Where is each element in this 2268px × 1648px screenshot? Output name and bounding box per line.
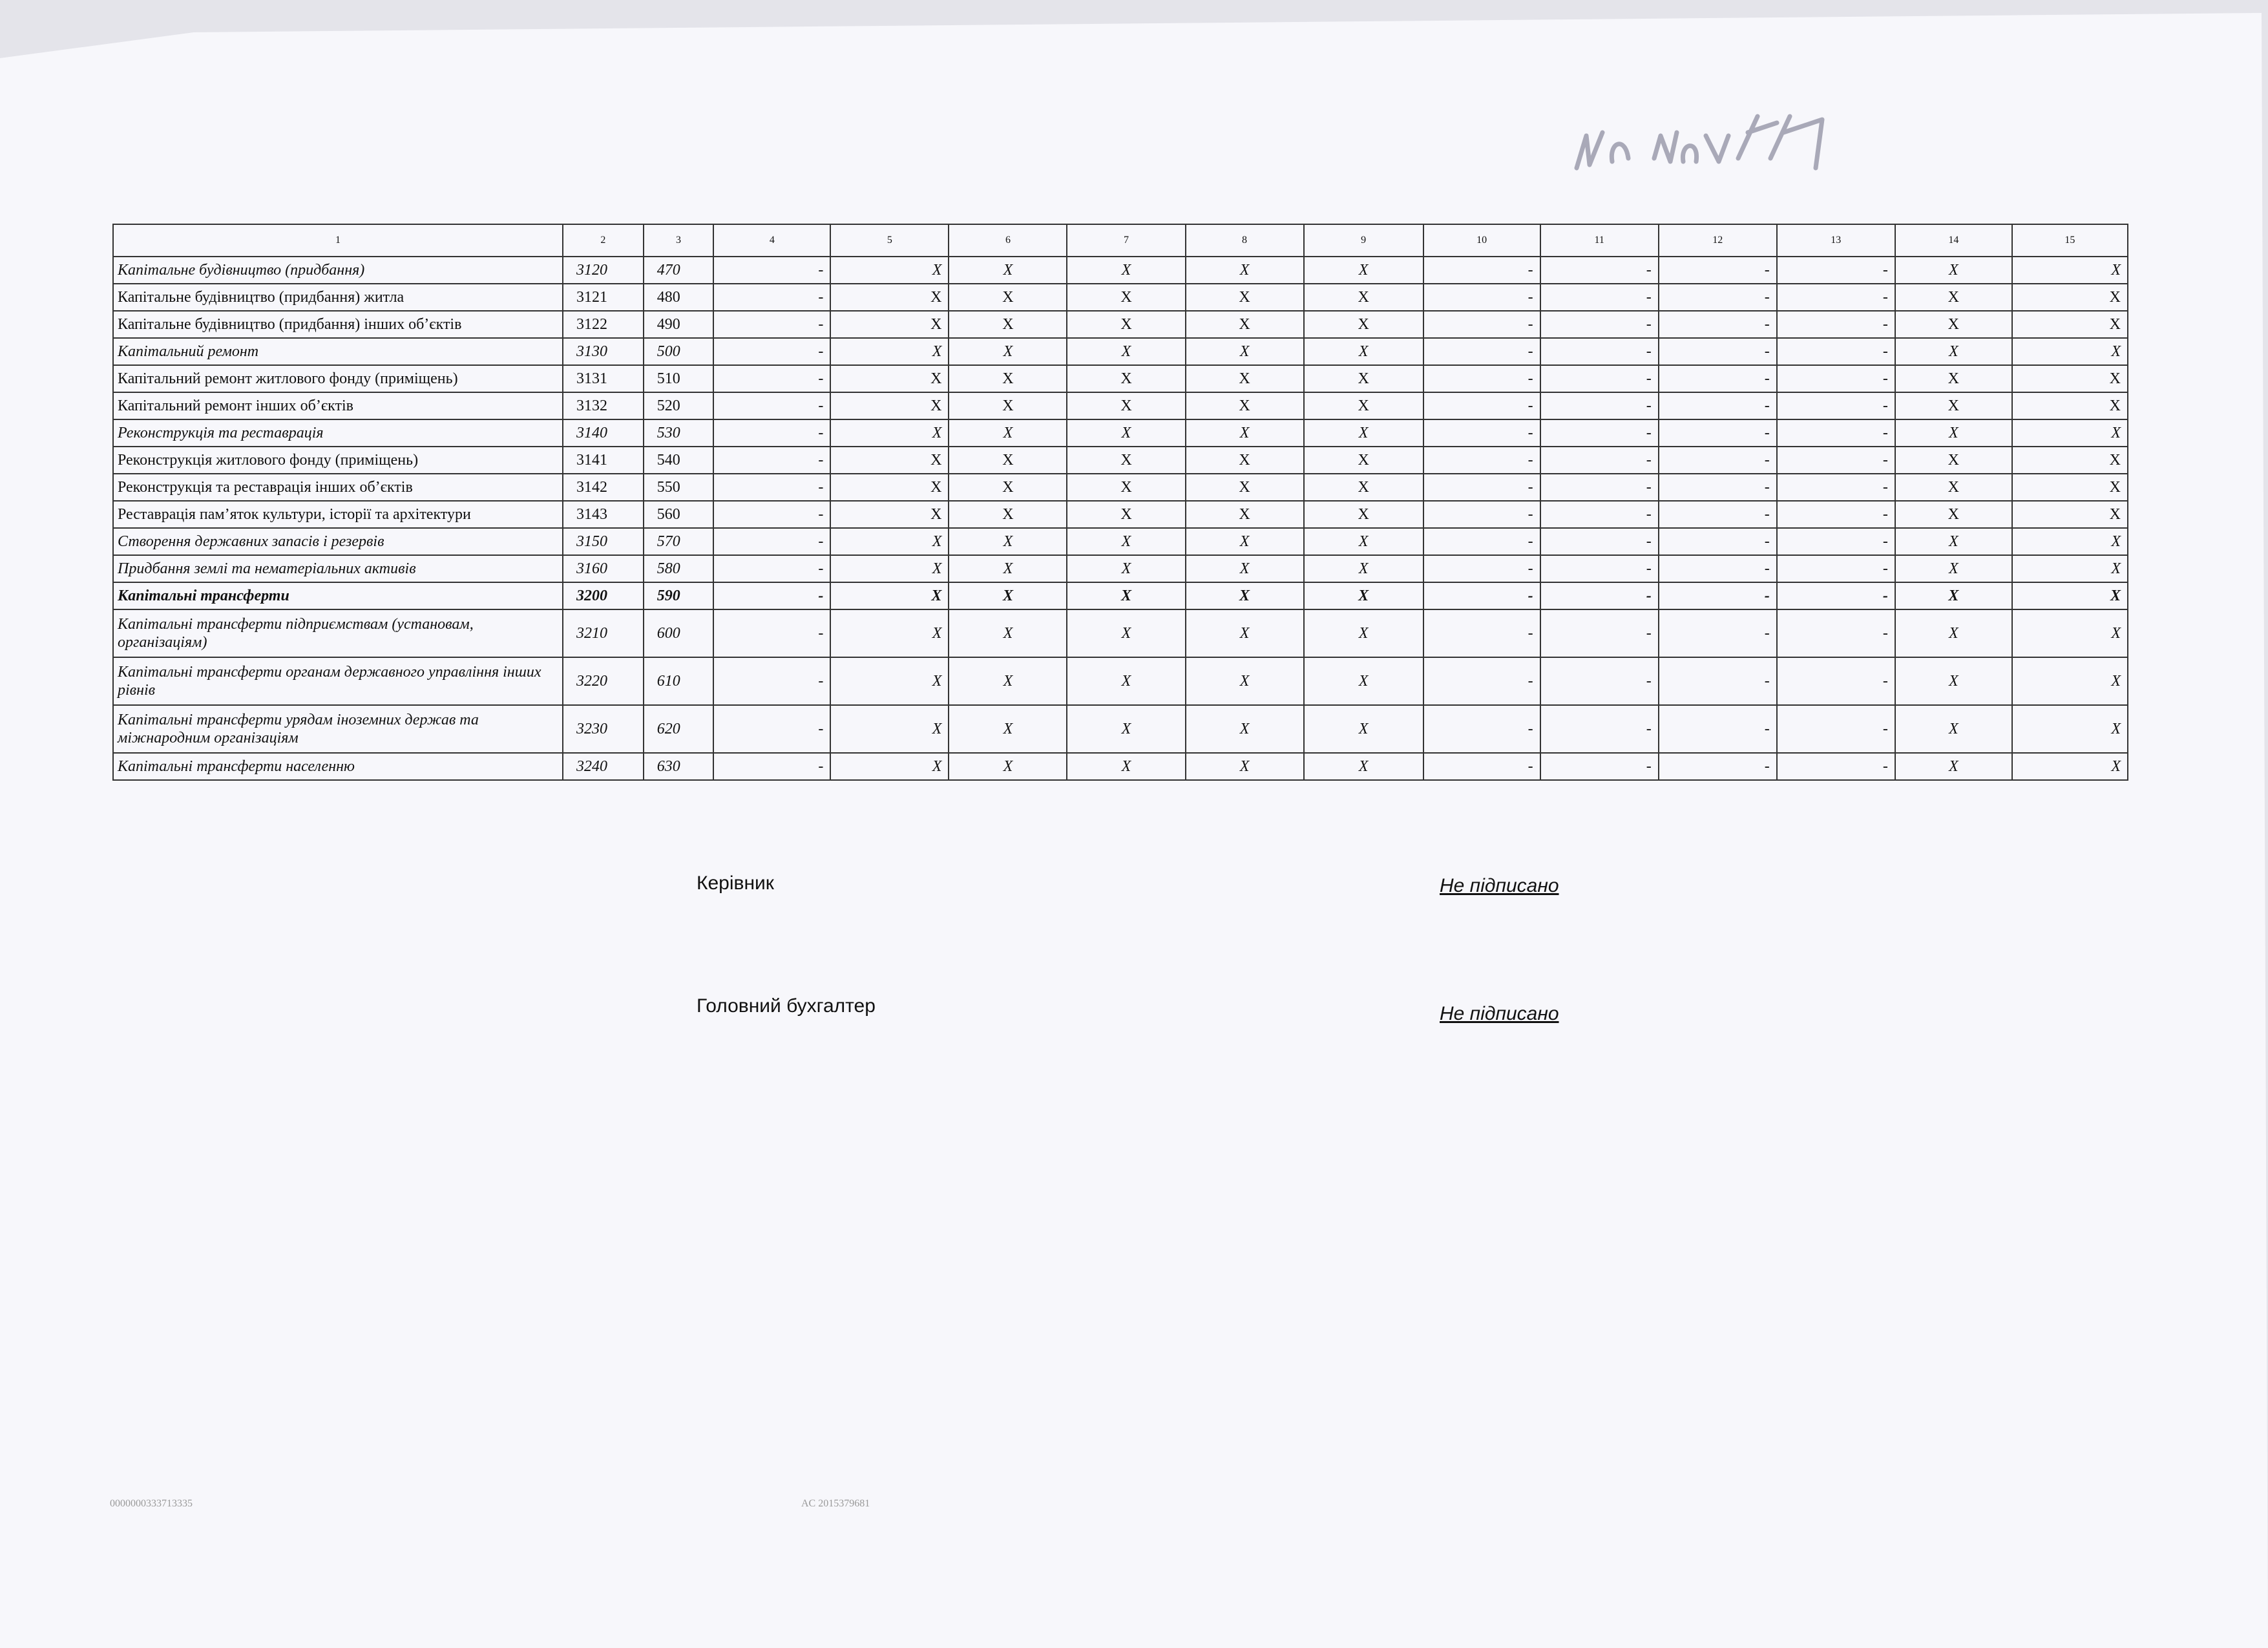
column-number-header: 4 [713,224,830,257]
table-cell: Х [1304,582,1423,609]
table-row [113,474,2128,501]
table-cell: - [1659,365,1777,392]
table-cell: Х [1895,705,2012,753]
table-cell: Х [1304,284,1423,311]
row-line-code: 590 [644,582,714,609]
row-line-code: 600 [644,609,714,657]
row-kekv-code: 3220 [563,657,644,705]
table-cell: Х [1304,555,1423,582]
table-cell: - [1423,474,1540,501]
table-cell: Х [830,392,949,419]
row-indicator-name: Капітальні трансферти органам державного управління інших рівнів [113,657,563,705]
table-cell: - [1777,447,1895,474]
head-signature-status: Не підписано [1440,875,1559,896]
table-cell: Х [1895,284,2012,311]
row-line-code: 580 [644,555,714,582]
table-cell: - [1423,528,1540,555]
row-kekv-code: 3120 [563,257,644,284]
table-cell: - [1777,257,1895,284]
table-cell: Х [2012,657,2128,705]
table-cell: Х [1067,257,1185,284]
table-cell: - [1777,657,1895,705]
table-cell: Х [2012,257,2128,284]
table-cell: Х [949,501,1067,528]
column-number-header: 5 [830,224,949,257]
table-cell: Х [1186,338,1304,365]
row-line-code: 560 [644,501,714,528]
row-kekv-code: 3121 [563,284,644,311]
table-cell: Х [1067,284,1185,311]
table-cell: Х [1895,609,2012,657]
table-cell: Х [1067,609,1185,657]
row-indicator-name: Капітальні трансферти урядам іноземних держав та міжнародним організаціям [113,705,563,753]
table-cell: - [1659,609,1777,657]
table-cell: - [713,392,830,419]
table-cell: - [713,447,830,474]
column-number-header: 11 [1540,224,1659,257]
row-kekv-code: 3230 [563,705,644,753]
table-cell: - [1659,284,1777,311]
table-cell: Х [2012,609,2128,657]
row-line-code: 540 [644,447,714,474]
table-cell: Х [830,705,949,753]
table-cell: - [713,501,830,528]
row-kekv-code: 3240 [563,753,644,780]
table-cell: Х [2012,284,2128,311]
table-cell: - [713,338,830,365]
table-cell: Х [830,609,949,657]
row-kekv-code: 3210 [563,609,644,657]
table-cell: Х [1067,338,1185,365]
table-cell: Х [1895,501,2012,528]
table-cell: - [1423,582,1540,609]
table-cell: - [1540,419,1659,447]
table-cell: - [1777,419,1895,447]
table-cell: - [1777,338,1895,365]
table-cell: Х [2012,311,2128,338]
table-cell: - [1540,582,1659,609]
table-cell: Х [1067,474,1185,501]
table-row [113,284,2128,311]
table-cell: Х [1067,753,1185,780]
row-indicator-name: Реконструкція житлового фонду (приміщень) [113,447,563,474]
row-indicator-name: Капітальний ремонт інших об’єктів [113,392,563,419]
table-cell: Х [1186,365,1304,392]
table-cell: Х [1895,474,2012,501]
table-row [113,528,2128,555]
table-cell: - [1777,582,1895,609]
column-number-header: 7 [1067,224,1185,257]
footer-left-code: 0000000333713335 [110,1498,193,1509]
table-row [113,392,2128,419]
table-cell: - [713,555,830,582]
table-cell: - [1659,447,1777,474]
footer-center-code: AC 2015379681 [801,1498,870,1509]
table-cell: Х [949,582,1067,609]
table-cell: Х [830,447,949,474]
table-cell: - [1423,284,1540,311]
table-cell: Х [2012,474,2128,501]
accountant-signature-label: Головний бухгалтер [697,995,876,1017]
column-number-header: 15 [2012,224,2128,257]
table-cell: Х [830,338,949,365]
table-cell: - [1423,419,1540,447]
table-cell: - [1423,338,1540,365]
table-cell: Х [949,657,1067,705]
row-indicator-name: Реставрація пам’яток культури, історії та архітектури [113,501,563,528]
table-row [113,338,2128,365]
row-kekv-code: 3142 [563,474,644,501]
table-cell: Х [1304,447,1423,474]
table-cell: - [1777,609,1895,657]
row-indicator-name: Капітальний ремонт житлового фонду (приміщень) [113,365,563,392]
table-cell: - [1540,365,1659,392]
table-row [113,501,2128,528]
table-cell: - [1659,419,1777,447]
table-cell: - [1423,447,1540,474]
table-cell: Х [1067,447,1185,474]
table-cell: - [1423,311,1540,338]
table-cell: Х [1186,257,1304,284]
table-cell: - [1423,365,1540,392]
table-cell: - [1659,338,1777,365]
table-cell: - [1540,609,1659,657]
row-indicator-name: Капітальні трансферти [113,582,563,609]
row-line-code: 500 [644,338,714,365]
table-cell: Х [1304,528,1423,555]
table-cell: Х [1304,419,1423,447]
table-cell: Х [1186,474,1304,501]
table-cell: Х [1186,528,1304,555]
column-number-header: 2 [563,224,644,257]
row-kekv-code: 3140 [563,419,644,447]
table-cell: Х [949,474,1067,501]
table-row [113,365,2128,392]
table-cell: Х [949,392,1067,419]
table-cell: Х [1186,582,1304,609]
table-cell: Х [1895,447,2012,474]
table-cell: Х [1067,311,1185,338]
table-cell: - [1423,555,1540,582]
table-row [113,419,2128,447]
table-cell: Х [830,311,949,338]
table-cell: Х [949,257,1067,284]
row-kekv-code: 3122 [563,311,644,338]
row-kekv-code: 3141 [563,447,644,474]
row-line-code: 510 [644,365,714,392]
column-number-header: 1 [113,224,563,257]
table-cell: - [1777,501,1895,528]
table-cell: Х [1186,392,1304,419]
table-cell: Х [1186,447,1304,474]
table-cell: Х [830,284,949,311]
table-cell: - [1423,705,1540,753]
table-cell: - [1659,311,1777,338]
table-cell: - [1540,474,1659,501]
table-cell: - [1659,657,1777,705]
table-cell: Х [1186,311,1304,338]
table-cell: Х [949,419,1067,447]
table-row [113,555,2128,582]
table-cell: - [1540,753,1659,780]
table-cell: - [1777,311,1895,338]
table-cell: - [1777,555,1895,582]
table-cell: Х [949,365,1067,392]
table-cell: Х [949,284,1067,311]
table-cell: - [1423,501,1540,528]
table-cell: Х [830,657,949,705]
table-cell: Х [1186,609,1304,657]
head-signature-label: Керівник [697,872,774,894]
table-row [113,753,2128,780]
table-cell: Х [1304,311,1423,338]
row-line-code: 530 [644,419,714,447]
table-cell: - [1659,257,1777,284]
table-cell: Х [1067,555,1185,582]
table-cell: Х [949,753,1067,780]
table-cell: Х [1067,392,1185,419]
table-cell: - [1540,338,1659,365]
table-cell: Х [2012,447,2128,474]
row-line-code: 480 [644,284,714,311]
table-cell: Х [830,528,949,555]
table-row [113,257,2128,284]
row-kekv-code: 3143 [563,501,644,528]
table-cell: - [1540,657,1659,705]
table-row [113,447,2128,474]
table-cell: Х [949,555,1067,582]
row-indicator-name: Капітальні трансферти населенню [113,753,563,780]
table-cell: - [1540,555,1659,582]
table-cell: - [1777,392,1895,419]
table-cell: - [713,365,830,392]
table-cell: Х [830,474,949,501]
table-cell: Х [1304,705,1423,753]
table-cell: Х [2012,753,2128,780]
row-indicator-name: Капітальне будівництво (придбання) [113,257,563,284]
table-cell: Х [1304,474,1423,501]
table-cell: Х [2012,555,2128,582]
table-cell: Х [1895,657,2012,705]
table-cell: - [1659,555,1777,582]
table-cell: Х [2012,392,2128,419]
table-cell: - [713,705,830,753]
table-cell: Х [2012,419,2128,447]
table-cell: - [713,311,830,338]
table-row [113,311,2128,338]
table-cell: - [1423,753,1540,780]
column-number-header: 6 [949,224,1067,257]
row-kekv-code: 3132 [563,392,644,419]
table-cell: Х [1895,338,2012,365]
column-number-header: 8 [1186,224,1304,257]
table-cell: Х [2012,528,2128,555]
table-cell: Х [1186,657,1304,705]
table-cell: - [1777,705,1895,753]
accountant-signature-status: Не підписано [1440,1003,1559,1024]
row-line-code: 610 [644,657,714,705]
table-cell: - [1423,257,1540,284]
table-cell: Х [1067,419,1185,447]
table-cell: Х [830,582,949,609]
row-kekv-code: 3131 [563,365,644,392]
table-cell: - [713,582,830,609]
column-number-header: 12 [1659,224,1777,257]
table-cell: - [713,609,830,657]
table-cell: Х [1304,609,1423,657]
table-cell: - [1659,474,1777,501]
table-cell: - [1540,705,1659,753]
table-cell: - [1540,392,1659,419]
table-cell: - [713,657,830,705]
table-cell: - [1777,284,1895,311]
row-indicator-name: Придбання землі та нематеріальних активів [113,555,563,582]
table-cell: Х [1186,419,1304,447]
capital-expenses-table [112,224,2128,781]
row-kekv-code: 3200 [563,582,644,609]
table-cell: Х [1895,311,2012,338]
table-cell: Х [949,609,1067,657]
row-line-code: 470 [644,257,714,284]
row-indicator-name: Капітальний ремонт [113,338,563,365]
table-cell: - [713,284,830,311]
row-line-code: 630 [644,753,714,780]
row-indicator-name: Створення державних запасів і резервів [113,528,563,555]
table-cell: - [1540,447,1659,474]
table-cell: Х [949,528,1067,555]
table-cell: - [1659,582,1777,609]
table-cell: - [713,528,830,555]
table-row [113,657,2128,705]
table-cell: Х [1067,528,1185,555]
row-indicator-name: Капітальні трансферти підприємствам (установам, організаціям) [113,609,563,657]
table-cell: Х [1895,555,2012,582]
table-cell: Х [1304,392,1423,419]
table-cell: - [1659,501,1777,528]
row-line-code: 490 [644,311,714,338]
handwritten-note [1564,97,1861,194]
table-row [113,609,2128,657]
table-cell: Х [1895,528,2012,555]
table-cell: - [1423,392,1540,419]
table-cell: - [1777,365,1895,392]
table-cell: Х [1186,284,1304,311]
table-cell: - [1777,474,1895,501]
table-cell: Х [1186,555,1304,582]
row-indicator-name: Капітальне будівництво (придбання) житла [113,284,563,311]
table-cell: Х [1186,501,1304,528]
table-cell: Х [830,555,949,582]
table-cell: - [1423,609,1540,657]
table-row [113,705,2128,753]
table-cell: - [1423,657,1540,705]
column-number-header: 13 [1777,224,1895,257]
table-cell: Х [1895,365,2012,392]
table-cell: Х [1895,753,2012,780]
table-cell: - [1777,753,1895,780]
table-cell: - [713,474,830,501]
table-cell: - [1540,257,1659,284]
table-cell: Х [830,365,949,392]
table-cell: Х [1895,582,2012,609]
row-kekv-code: 3150 [563,528,644,555]
table-cell: Х [1067,705,1185,753]
row-line-code: 520 [644,392,714,419]
table-cell: Х [2012,705,2128,753]
table-cell: Х [1304,365,1423,392]
table-cell: Х [2012,365,2128,392]
table-cell: Х [1895,257,2012,284]
row-indicator-name: Реконструкція та реставрація інших об’єктів [113,474,563,501]
table-row [113,582,2128,609]
row-line-code: 550 [644,474,714,501]
table-cell: - [713,257,830,284]
table-cell: Х [1304,501,1423,528]
column-number-header: 10 [1423,224,1540,257]
column-number-header-row [113,224,2128,257]
table-cell: Х [1895,419,2012,447]
table-cell: Х [2012,501,2128,528]
table-cell: Х [1895,392,2012,419]
table-cell: Х [949,338,1067,365]
table-cell: Х [1067,657,1185,705]
table-cell: - [1540,284,1659,311]
table-cell: Х [949,447,1067,474]
table-cell: Х [1304,338,1423,365]
table-cell: Х [1304,753,1423,780]
table-cell: Х [1186,705,1304,753]
table-cell: Х [830,501,949,528]
table-cell: Х [1304,257,1423,284]
column-number-header: 9 [1304,224,1423,257]
table-cell: Х [1067,365,1185,392]
table-cell: - [1777,528,1895,555]
table-cell: - [1659,705,1777,753]
row-indicator-name: Реконструкція та реставрація [113,419,563,447]
table-cell: Х [830,753,949,780]
table-cell: Х [830,257,949,284]
table-cell: - [1540,528,1659,555]
table-cell: Х [830,419,949,447]
row-kekv-code: 3130 [563,338,644,365]
row-indicator-name: Капітальне будівництво (придбання) інших об’єктів [113,311,563,338]
table-cell: - [1540,501,1659,528]
table-cell: Х [1067,501,1185,528]
row-line-code: 620 [644,705,714,753]
table-cell: Х [1304,657,1423,705]
row-line-code: 570 [644,528,714,555]
table-cell: - [1659,392,1777,419]
table-cell: Х [1186,753,1304,780]
table-cell: - [713,753,830,780]
table-cell: - [713,419,830,447]
table-cell: - [1659,753,1777,780]
table-cell: Х [1067,582,1185,609]
table-cell: Х [949,311,1067,338]
table-cell: - [1659,528,1777,555]
table-cell: Х [2012,582,2128,609]
column-number-header: 3 [644,224,714,257]
table-cell: Х [949,705,1067,753]
row-kekv-code: 3160 [563,555,644,582]
table-cell: - [1540,311,1659,338]
table-cell: Х [2012,338,2128,365]
column-number-header: 14 [1895,224,2012,257]
